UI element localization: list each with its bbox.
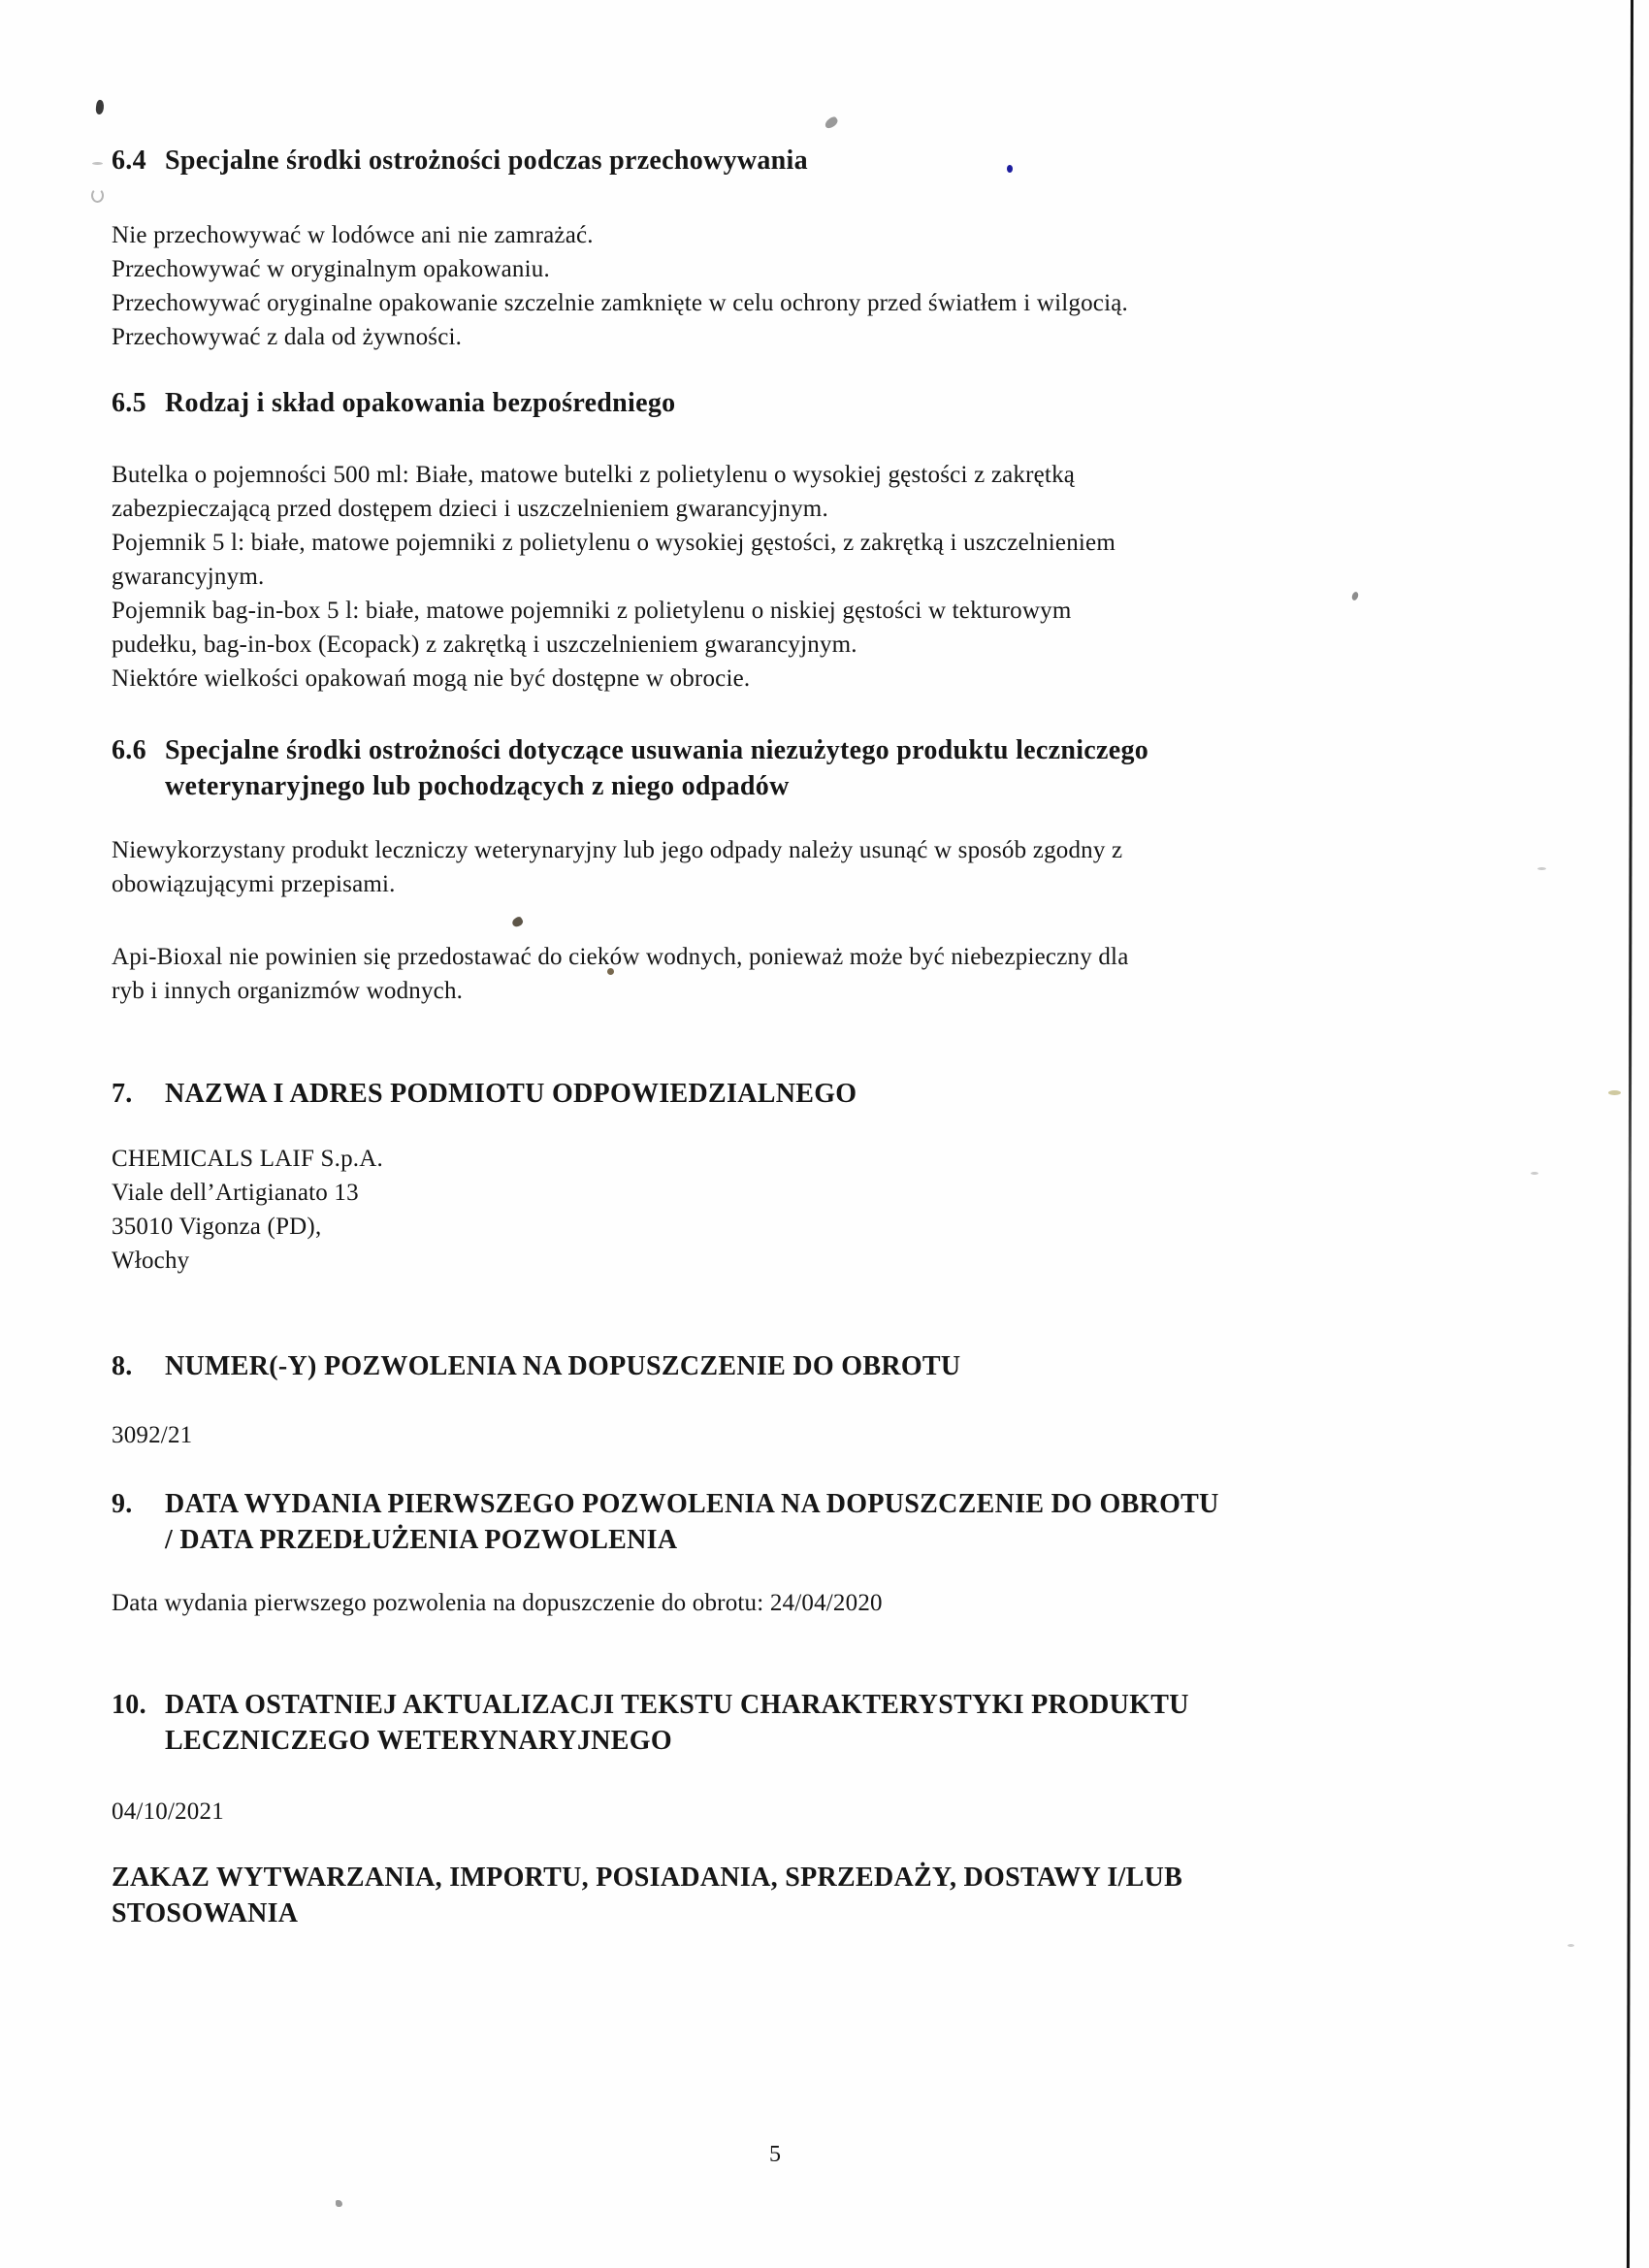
address-line: Viale dell’Artigianato 13 (112, 1180, 359, 1206)
scan-speckle (824, 115, 840, 130)
paragraph-line: zabezpieczającą przed dostępem dzieci i uszczelnieniem gwarancyjnym. (112, 496, 828, 522)
paragraph-line: Butelka o pojemności 500 ml: Białe, matowe butelki z polietylenu o wysokiej gęstości z zakrętką (112, 462, 1076, 488)
paragraph-line: ryb i innych organizmów wodnych. (112, 978, 464, 1004)
section-6-6-heading (112, 735, 1148, 766)
section-title-line-1: DATA OSTATNIEJ AKTUALIZACJI TEKSTU CHARAKTERYSTYKI PRODUKTU (165, 1690, 1189, 1720)
section-6-4-heading (112, 146, 808, 177)
section-title-line-1: DATA WYDANIA PIERWSZEGO POZWOLENIA NA DOPUSZCZENIE DO OBROTU (165, 1489, 1219, 1519)
section-6-5-heading (112, 388, 675, 419)
paragraph-line: Przechowywać oryginalne opakowanie szczelnie zamknięte w celu ochrony przed światłem i wilgocią. (112, 290, 1128, 316)
scan-speckle (336, 2200, 342, 2207)
paragraph-line: Nie przechowywać w lodówce ani nie zamrażać. (112, 222, 594, 248)
address-line: Włochy (112, 1247, 190, 1274)
paragraph-line: 04/10/2021 (112, 1798, 224, 1825)
section-title: Specjalne środki ostrożności podczas przechowywania (165, 146, 808, 176)
section-title-line-2: / DATA PRZEDŁUŻENIA POZWOLENIA (165, 1525, 678, 1555)
section-number: 10. (112, 1690, 146, 1720)
section-7-heading (112, 1079, 857, 1110)
paragraph-line: Niewykorzystany produkt leczniczy weterynaryjny lub jego odpady należy usunąć w sposób zgodny z (112, 837, 1123, 863)
section-title-line-2: LECZNICZEGO WETERYNARYJNEGO (165, 1726, 672, 1756)
scan-speckle (1351, 591, 1360, 601)
paragraph-line: Przechowywać z dala od żywności. (112, 324, 463, 350)
section-number: 9. (112, 1489, 133, 1519)
section-number: 6.6 (112, 735, 146, 765)
pen-dot (1007, 165, 1013, 173)
section-number: 7. (112, 1079, 133, 1109)
section-title: Rodzaj i skład opakowania bezpośredniego (165, 388, 676, 418)
section-number: 6.4 (112, 146, 146, 176)
address-line: 35010 Vigonza (PD), (112, 1214, 322, 1240)
paragraph-line: obowiązującymi przepisami. (112, 871, 396, 897)
section-8-heading (112, 1351, 960, 1382)
section-number: 6.5 (112, 388, 146, 418)
scan-speckle (1531, 1172, 1538, 1175)
section-9-heading (112, 1489, 1219, 1520)
section-title: NUMER(-Y) POZWOLENIA NA DOPUSZCZENIE DO OBROTU (165, 1351, 961, 1381)
scan-speckle (1537, 867, 1546, 870)
section-10-heading (112, 1690, 1189, 1721)
paragraph-line: gwarancyjnym. (112, 564, 265, 590)
paragraph-line: pudełku, bag-in-box (Ecopack) z zakrętką i uszczelnieniem gwarancyjnym. (112, 632, 857, 658)
scan-speckle (1568, 1944, 1574, 1947)
section-title-line-1: Specjalne środki ostrożności dotyczące usuwania niezużytego produktu leczniczego (165, 735, 1149, 765)
section-title: NAZWA I ADRES PODMIOTU ODPOWIEDZIALNEGO (165, 1079, 857, 1109)
paragraph-line: Przechowywać w oryginalnym opakowaniu. (112, 256, 550, 282)
paragraph-line: Api-Bioxal nie powinien się przedostawać do cieków wodnych, ponieważ może być niebezpieczny dla (112, 944, 1129, 970)
page-number: 5 (769, 2142, 781, 2167)
scan-speckle (510, 916, 524, 928)
scan-speckle (92, 162, 103, 165)
scan-edge-line (1627, 0, 1633, 2268)
scan-speckle (95, 100, 105, 115)
scan-speckle (91, 188, 104, 203)
address-line: CHEMICALS LAIF S.p.A. (112, 1146, 383, 1172)
scan-speckle (1608, 1090, 1621, 1095)
paragraph-line: Pojemnik bag-in-box 5 l: białe, matowe pojemniki z polietylenu o niskiej gęstości w tekturowym (112, 598, 1072, 624)
prohibition-heading-line-1: ZAKAZ WYTWARZANIA, IMPORTU, POSIADANIA, SPRZEDAŻY, DOSTAWY I/LUB (112, 1863, 1183, 1893)
section-title-line-2: weterynaryjnego lub pochodzących z niego odpadów (165, 771, 790, 801)
paragraph-line: Niektóre wielkości opakowań mogą nie być dostępne w obrocie. (112, 665, 751, 692)
authorisation-number: 3092/21 (112, 1422, 193, 1448)
paragraph-line: Data wydania pierwszego pozwolenia na dopuszczenie do obrotu: 24/04/2020 (112, 1590, 883, 1616)
section-number: 8. (112, 1351, 133, 1381)
paragraph-line: Pojemnik 5 l: białe, matowe pojemniki z polietylenu o wysokiej gęstości, z zakrętką i uszczelnieniem (112, 530, 1116, 556)
prohibition-heading-line-2: STOSOWANIA (112, 1898, 299, 1928)
